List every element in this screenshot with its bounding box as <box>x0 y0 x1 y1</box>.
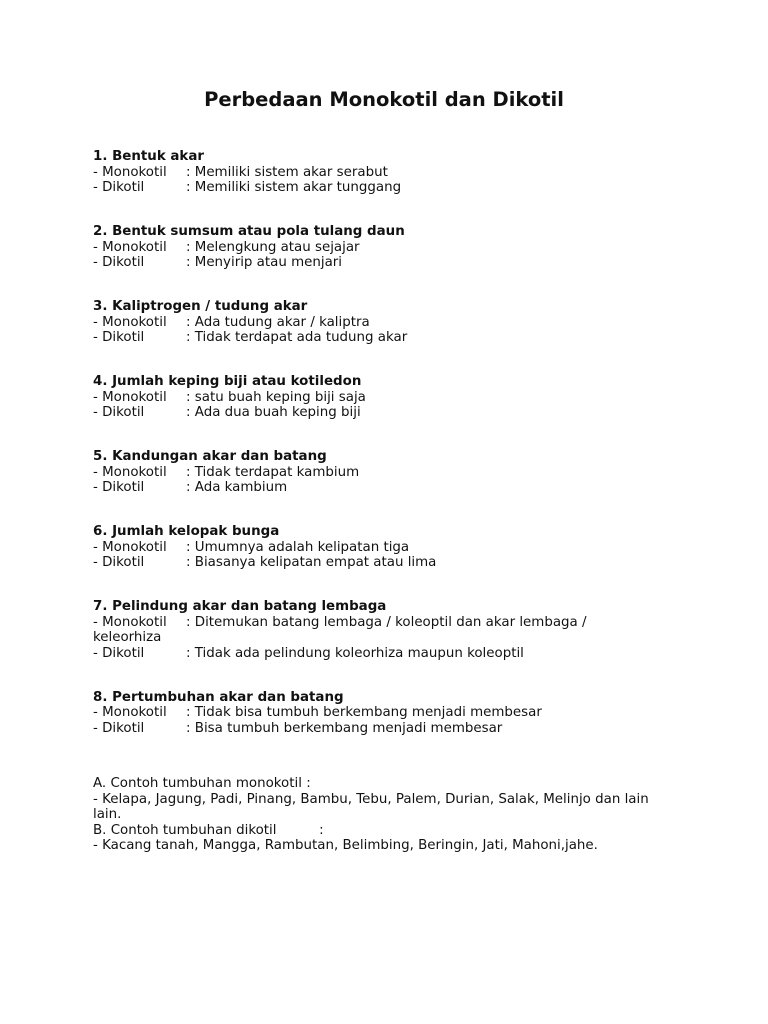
monocot-row <box>93 165 673 181</box>
comparison-section <box>93 149 673 196</box>
dicot-row <box>93 330 673 346</box>
comparison-section <box>93 299 673 346</box>
monocot-value-continued: keleorhiza <box>93 630 162 645</box>
comparison-section <box>93 224 673 271</box>
comparison-section <box>93 690 673 737</box>
dicot-value: : Tidak terdapat ada tudung akar <box>186 330 408 345</box>
monocot-value: : Tidak terdapat kambium <box>186 464 360 480</box>
dicot-value: : Biasanya kelipatan empat atau lima <box>186 555 437 570</box>
section-heading: 7. Pelindung akar dan batang lembaga <box>93 599 387 614</box>
monocot-value: : satu buah keping biji saja <box>186 389 366 405</box>
monocot-value: : Memiliki sistem akar serabut <box>186 164 388 180</box>
comparison-section <box>93 524 673 571</box>
section-heading: 8. Pertumbuhan akar dan batang <box>93 689 344 705</box>
examples <box>93 776 673 854</box>
comparison-section <box>93 449 673 496</box>
monocot-row <box>93 705 673 721</box>
dicot-label: - Dikotil <box>93 180 145 195</box>
monocot-examples-list: - Kelapa, Jagung, Padi, Pinang, Bambu, Tebu, Palem, Durian, Salak, Melinjo dan lain lain. <box>93 791 649 822</box>
monocot-value: : Tidak bisa tumbuh berkembang menjadi membesar <box>186 705 542 720</box>
monocot-label: - Monokotil <box>93 389 167 405</box>
monocot-row <box>93 465 673 481</box>
dicot-value: : Tidak ada pelindung koleorhiza maupun koleoptil <box>186 645 524 661</box>
dicot-label: - Dikotil <box>93 720 145 736</box>
dicot-row <box>93 180 673 196</box>
section-heading: 4. Jumlah keping biji atau kotiledon <box>93 374 362 389</box>
monocot-examples-heading: A. Contoh tumbuhan monokotil : <box>93 776 311 791</box>
monocot-row <box>93 615 673 631</box>
dicot-label: - Dikotil <box>93 480 145 495</box>
dicot-label: - Dikotil <box>93 405 145 420</box>
section-heading: 6. Jumlah kelopak bunga <box>93 524 280 539</box>
dicot-examples-heading: B. Contoh tumbuhan dikotil : <box>93 822 324 838</box>
monocot-label: - Monokotil <box>93 705 167 720</box>
dicot-label: - Dikotil <box>93 645 145 661</box>
monocot-label: - Monokotil <box>93 464 167 480</box>
section-heading: 1. Bentuk akar <box>93 149 204 164</box>
dicot-label: - Dikotil <box>93 330 145 345</box>
monocot-label: - Monokotil <box>93 539 167 555</box>
monocot-label: - Monokotil <box>93 614 167 630</box>
monocot-value: : Umumnya adalah kelipatan tiga <box>186 539 410 555</box>
dicot-value: : Menyirip atau menjari <box>186 255 342 270</box>
dicot-row <box>93 480 673 496</box>
comparison-section <box>93 599 673 661</box>
monocot-row <box>93 390 673 406</box>
dicot-row <box>93 721 673 737</box>
section-heading: 3. Kaliptrogen / tudung akar <box>93 299 308 314</box>
dicot-value: : Bisa tumbuh berkembang menjadi membesar <box>186 720 503 736</box>
monocot-row <box>93 315 673 331</box>
dicot-label: - Dikotil <box>93 555 145 570</box>
dicot-label: - Dikotil <box>93 255 145 270</box>
dicot-value: : Memiliki sistem akar tunggang <box>186 180 402 195</box>
comparison-section <box>93 374 673 421</box>
dicot-value: : Ada kambium <box>186 480 288 495</box>
section-heading: 5. Kandungan akar dan batang <box>93 449 327 464</box>
dicot-row <box>93 405 673 421</box>
monocot-row <box>93 540 673 556</box>
monocot-value: : Melengkung atau sejajar <box>186 239 360 255</box>
monocot-label: - Monokotil <box>93 164 167 180</box>
monocot-value: : Ditemukan batang lembaga / koleoptil dan akar lembaga / <box>186 614 587 630</box>
document-title: Perbedaan Monokotil dan Dikotil <box>204 88 564 111</box>
monocot-row <box>93 240 673 256</box>
monocot-value: : Ada tudung akar / kaliptra <box>186 314 370 330</box>
dicot-value: : Ada dua buah keping biji <box>186 405 361 420</box>
dicot-row <box>93 646 673 662</box>
dicot-examples-list: - Kacang tanah, Mangga, Rambutan, Belimbing, Beringin, Jati, Mahoni,jahe. <box>93 838 598 853</box>
document-body <box>93 149 673 854</box>
section-heading: 2. Bentuk sumsum atau pola tulang daun <box>93 224 405 239</box>
monocot-label: - Monokotil <box>93 239 167 255</box>
monocot-label: - Monokotil <box>93 314 167 330</box>
dicot-row <box>93 255 673 271</box>
dicot-row <box>93 555 673 571</box>
